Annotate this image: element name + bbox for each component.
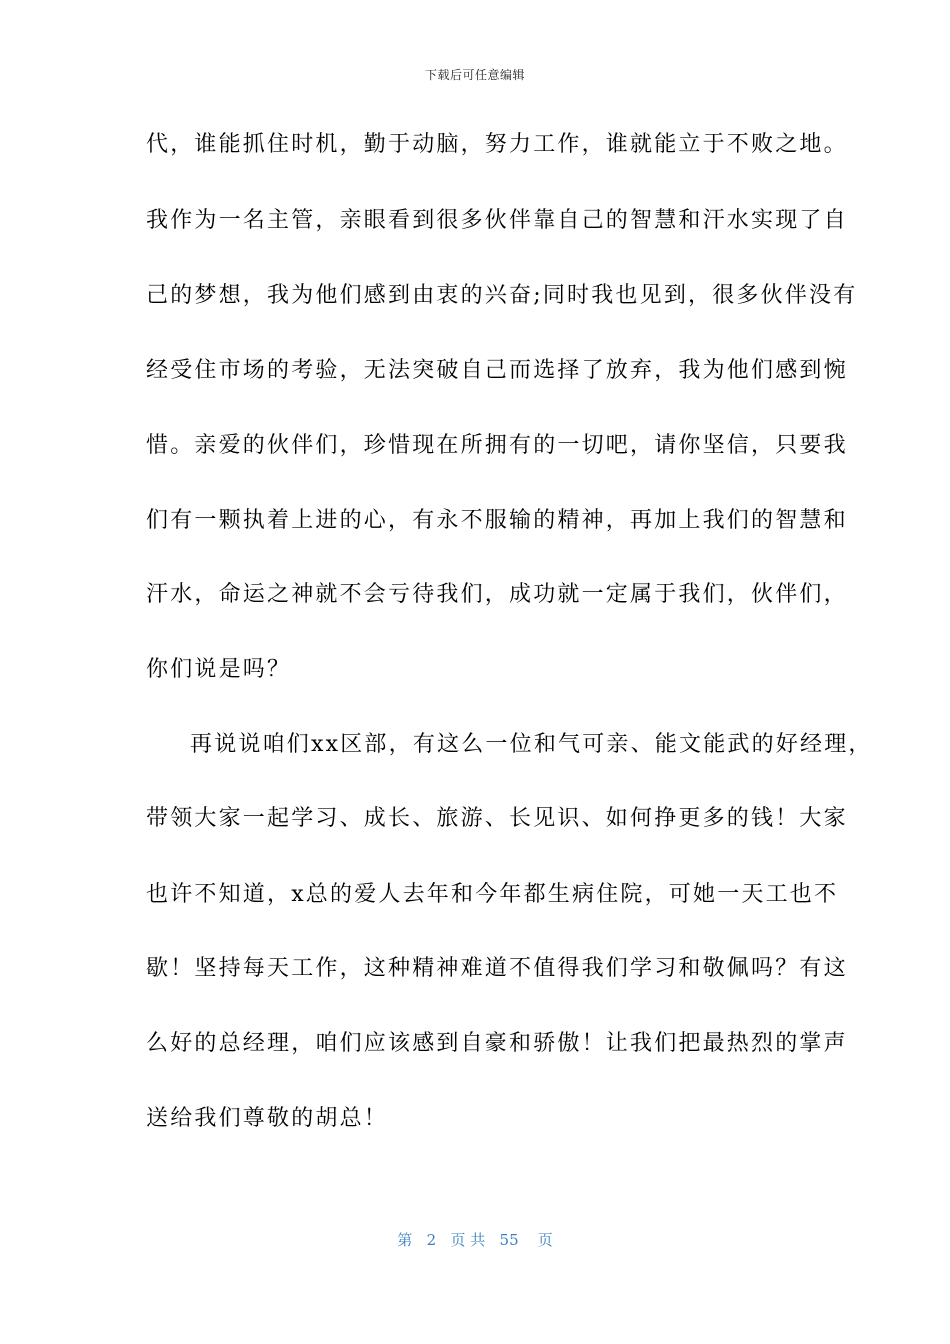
body-line: 你们说是吗？ xyxy=(146,657,292,682)
page-number: 2 xyxy=(426,1231,437,1249)
body-line: 代，谁能抓住时机，勤于动脑，努力工作，谁就能立于不败之地。 xyxy=(146,132,848,157)
body-line: 带领大家一起学习、成长、旅游、长见识、如何挣更多的钱！大家 xyxy=(146,806,848,831)
footer-suffix: 页 xyxy=(537,1231,553,1249)
body-line: 惜。亲爱的伙伴们，珍惜现在所拥有的一切吧，请你坚信，只要我 xyxy=(146,433,848,458)
page-header: 下载后可任意编辑 xyxy=(424,68,525,82)
body-line: 也许不知道，x总的爱人去年和今年都生病住院，可她一天工也不 xyxy=(146,882,839,907)
body-line-indented: 再说说咱们xx区部，有这么一位和气可亲、能文能武的好经理， xyxy=(190,732,873,757)
body-line: 送给我们尊敬的胡总！ xyxy=(146,1106,389,1131)
page-total: 55 xyxy=(499,1231,519,1249)
body-line: 我作为一名主管，亲眼看到很多伙伴靠自己的智慧和汗水实现了自 xyxy=(146,208,848,233)
body-line: 汗水，命运之神就不会亏待我们，成功就一定属于我们，伙伴们， xyxy=(146,582,848,607)
body-line: 己的梦想，我为他们感到由衷的兴奋;同时我也见到，很多伙伴没有 xyxy=(146,283,858,308)
body-line: 歇！坚持每天工作，这种精神难道不值得我们学习和敬佩吗？有这 xyxy=(146,956,848,981)
body-line: 经受住市场的考验，无法突破自己而选择了放弃，我为他们感到惋 xyxy=(146,358,848,383)
page-footer xyxy=(0,1229,950,1250)
body-line: 么好的总经理，咱们应该感到自豪和骄傲！让我们把最热烈的掌声 xyxy=(146,1031,848,1056)
body-line: 们有一颗执着上进的心，有永不服输的精神，再加上我们的智慧和 xyxy=(146,508,848,533)
footer-prefix: 第 xyxy=(397,1231,413,1249)
footer-middle: 页 共 xyxy=(450,1231,486,1249)
